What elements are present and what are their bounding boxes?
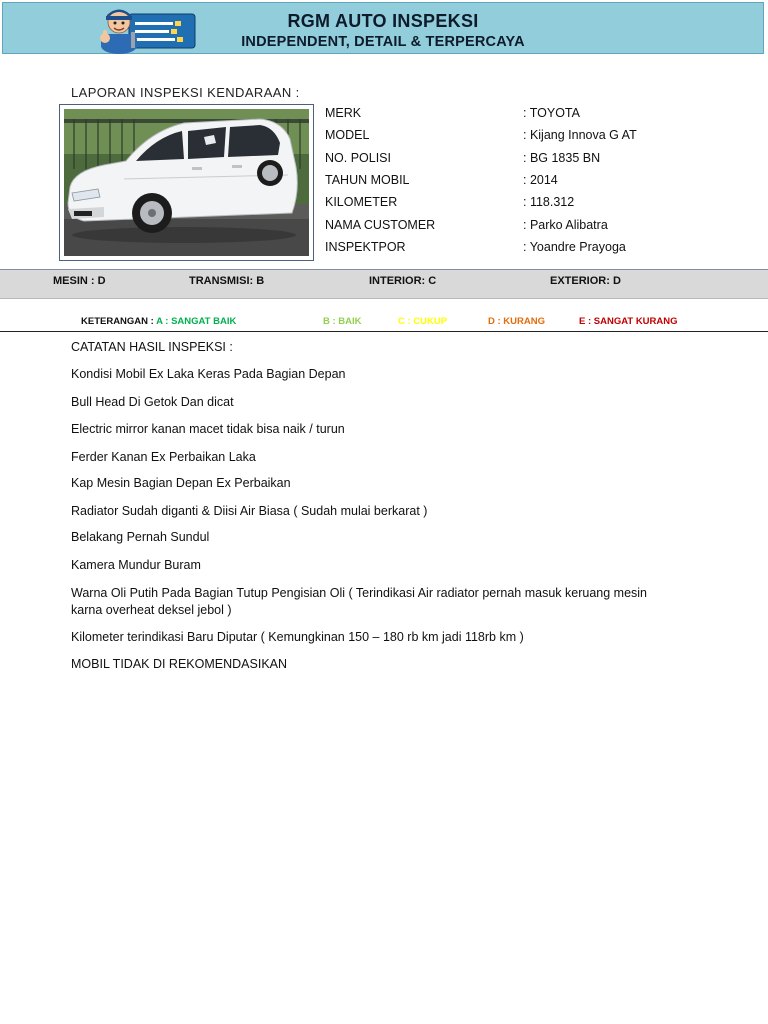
note-line: Kilometer terindikasi Baru Diputar ( Kemungkinan 150 – 180 rb km jadi 118rb km ) [71, 630, 524, 644]
note-line: Electric mirror kanan macet tidak bisa naik / turun [71, 422, 345, 436]
spec-label: NO. POLISI [325, 151, 391, 165]
grade-transmisi: TRANSMISI: B [189, 275, 265, 287]
spec-value: : 2014 [523, 173, 558, 187]
note-line: Warna Oli Putih Pada Bagian Tutup Pengisian Oli ( Terindikasi Air radiator pernah masuk keruang mesin karna overheat deksel jebol ) [71, 586, 647, 617]
report-title: LAPORAN INSPEKSI KENDARAAN : [71, 85, 300, 100]
recommendation: MOBIL TIDAK DI REKOMENDASIKAN [71, 657, 288, 671]
spec-label: TAHUN MOBIL [325, 173, 410, 187]
legend-grade-e: E : SANGAT KURANG [579, 316, 678, 327]
grade-summary-band [0, 269, 768, 299]
grade-mesin: MESIN : D [53, 275, 106, 287]
header-banner [2, 2, 764, 54]
legend-title: KETERANGAN : [81, 316, 157, 327]
company-title: RGM AUTO INSPEKSI [287, 11, 479, 31]
legend-grade-b: B : BAIK [323, 316, 362, 327]
spec-value: : Parko Alibatra [523, 218, 608, 232]
spec-label: INSPEKTPOR [325, 240, 406, 254]
legend-grade-c: C : CUKUP [398, 316, 448, 327]
note-line: Bull Head Di Getok Dan dicat [71, 395, 234, 409]
spec-label: MERK [325, 106, 362, 120]
spec-value: : BG 1835 BN [523, 151, 601, 165]
notes-title: CATATAN HASIL INSPEKSI : [71, 340, 233, 354]
spec-value: : Yoandre Prayoga [523, 240, 626, 254]
section-divider [0, 331, 768, 332]
spec-label: MODEL [325, 128, 370, 142]
legend-label [81, 316, 236, 327]
note-line: Kap Mesin Bagian Depan Ex Perbaikan [71, 476, 291, 490]
spec-value: : Kijang Innova G AT [523, 128, 637, 142]
note-line: Radiator Sudah diganti & Diisi Air Biasa ( Sudah mulai berkarat ) [71, 504, 428, 518]
grade-interior: INTERIOR: C [369, 275, 437, 287]
note-line: Ferder Kanan Ex Perbaikan Laka [71, 450, 256, 464]
spec-value: : TOYOTA [523, 106, 580, 120]
legend-grade-d: D : KURANG [488, 316, 545, 327]
note-line: Kondisi Mobil Ex Laka Keras Pada Bagian Depan [71, 367, 346, 381]
grade-exterior: EXTERIOR: D [550, 275, 621, 287]
legend-grade-a: A : SANGAT BAIK [156, 316, 237, 327]
spec-value: : 118.312 [523, 195, 575, 209]
company-tagline: INDEPENDENT, DETAIL & TERPERCAYA [241, 34, 525, 50]
note-line: Kamera Mundur Buram [71, 558, 201, 572]
spec-label: KILOMETER [325, 195, 398, 209]
spec-label: NAMA CUSTOMER [325, 218, 436, 232]
vehicle-photo [59, 104, 314, 261]
note-line: Belakang Pernah Sundul [71, 530, 210, 544]
